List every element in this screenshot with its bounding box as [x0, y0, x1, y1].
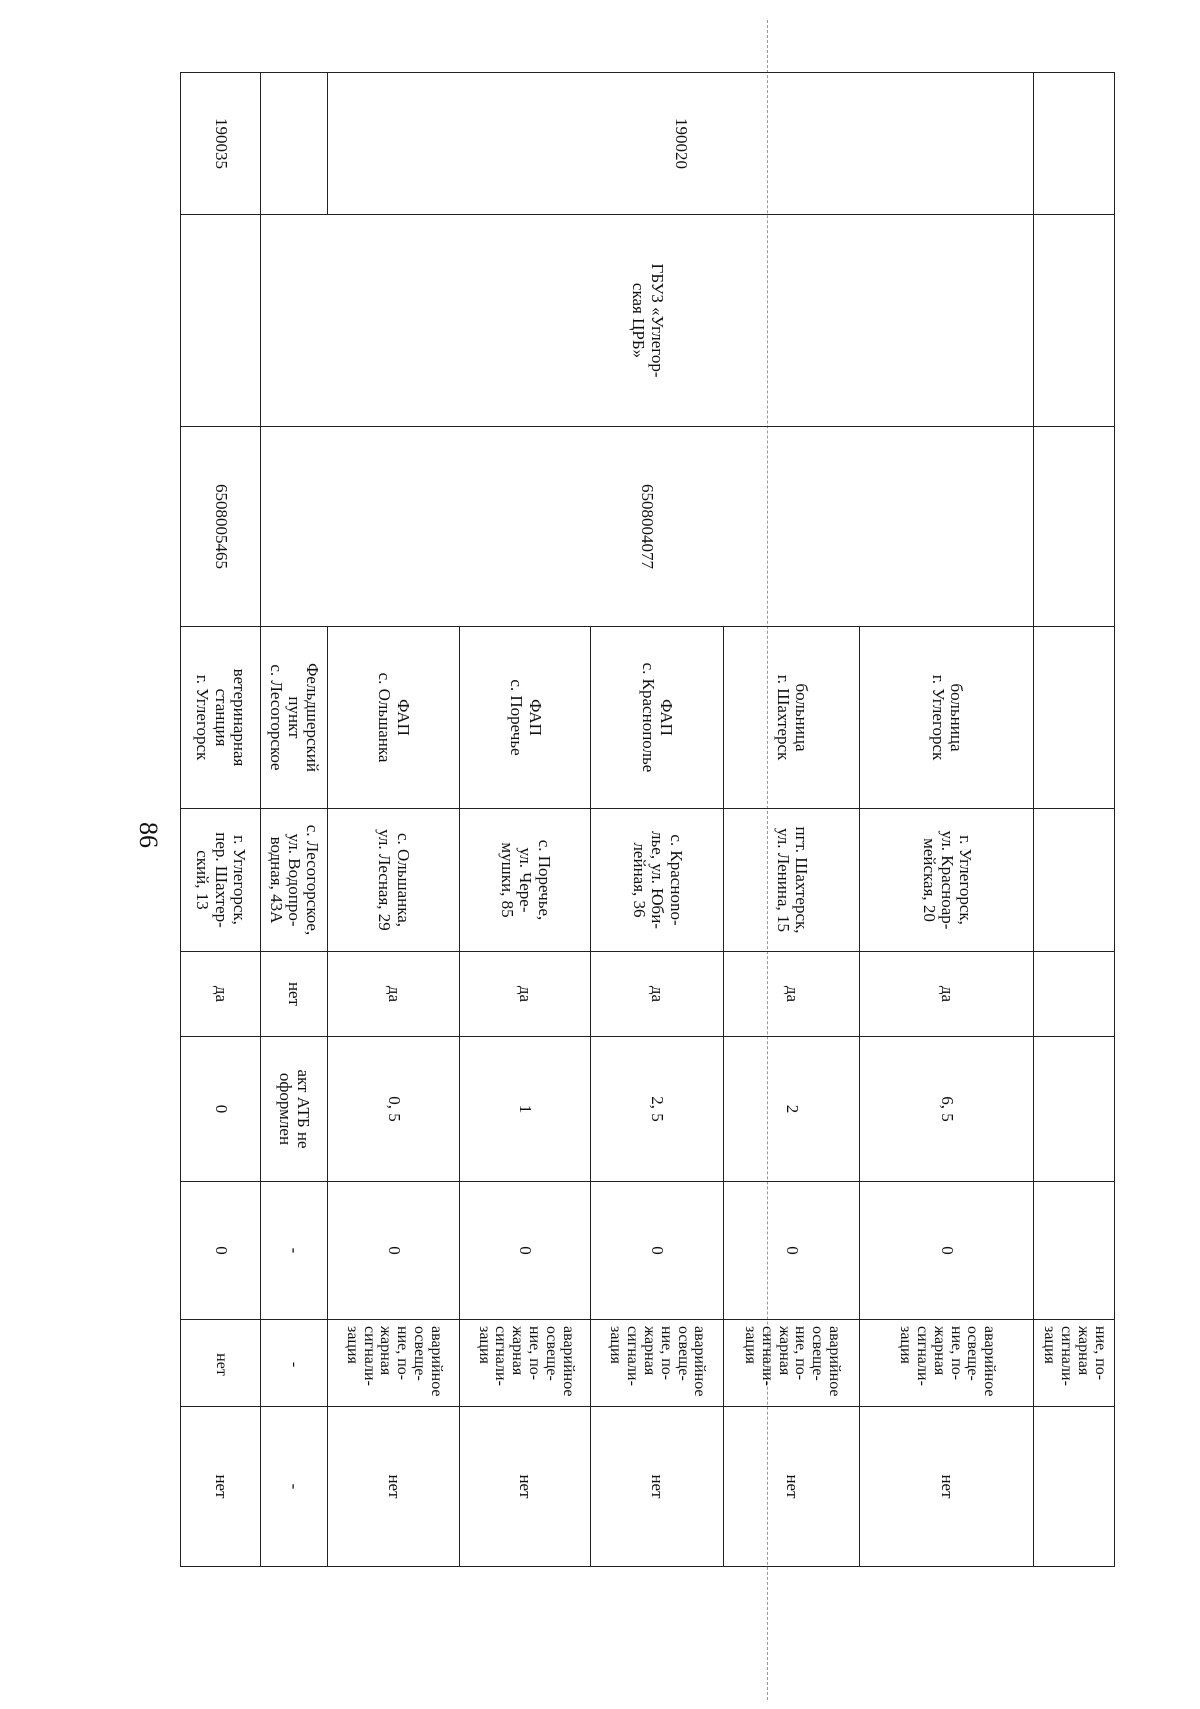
- cell-backup: нет: [860, 1407, 1034, 1567]
- cell-capacity: 2: [723, 1037, 859, 1182]
- cell-capacity: 0: [181, 1037, 261, 1182]
- table-row-continued: [1034, 73, 1115, 1567]
- cell-backup: нет: [723, 1407, 859, 1567]
- cell-capacity: [1034, 1037, 1115, 1182]
- cell-capacity: 6, 5: [860, 1037, 1034, 1182]
- cell-inn: 6508005465: [181, 427, 261, 627]
- cell-object: [1034, 627, 1115, 809]
- cell-count: 0: [591, 1182, 724, 1320]
- cell-count: -: [261, 1182, 327, 1320]
- cell-backup: нет: [460, 1407, 591, 1567]
- cell-object: больница г. Шахтерск: [723, 627, 859, 809]
- cell-reserve: да: [860, 952, 1034, 1037]
- cell-org-name: ГБУЗ «Углегор- ская ЦРБ»: [261, 215, 1034, 427]
- cell-address: с. Поречье, ул. Чере- мушки, 85: [460, 809, 591, 952]
- cell-count: 0: [460, 1182, 591, 1320]
- page-number: 86: [134, 822, 163, 848]
- cell-inn: [1034, 427, 1115, 627]
- cell-org-name: [181, 215, 261, 427]
- cell-object: ФАП с. Поречье: [460, 627, 591, 809]
- cell-protection: -: [261, 1320, 327, 1407]
- cell-org-name: [1034, 215, 1115, 427]
- cell-reserve: да: [327, 952, 460, 1037]
- cell-code: 190020: [327, 73, 1034, 215]
- cell-capacity: 2, 5: [591, 1037, 724, 1182]
- cell-backup: нет: [181, 1407, 261, 1567]
- cell-count: 0: [327, 1182, 460, 1320]
- cell-backup: нет: [327, 1407, 460, 1567]
- cell-count: 0: [181, 1182, 261, 1320]
- cell-protection: аварийное освеще- ние, по- жарная сигнали- зация: [460, 1320, 591, 1407]
- cell-capacity: акт АТБ не оформлен: [261, 1037, 327, 1182]
- cell-reserve: да: [460, 952, 591, 1037]
- cell-address: [1034, 809, 1115, 952]
- cell-protection: аварийное освеще- ние, по- жарная сигнали- зация: [860, 1320, 1034, 1407]
- cell-reserve: да: [181, 952, 261, 1037]
- cell-reserve: [1034, 952, 1115, 1037]
- cell-count: [1034, 1182, 1115, 1320]
- cell-inn: 6508004077: [261, 427, 1034, 627]
- cell-protection: аварийное освеще- ние, по- жарная сигнали- зация: [327, 1320, 460, 1407]
- cell-address: с. Ольшанка, ул. Лесная, 29: [327, 809, 460, 952]
- cell-backup: -: [261, 1407, 327, 1567]
- cell-reserve: да: [591, 952, 724, 1037]
- rotated-table-wrapper: [180, 72, 1115, 1567]
- table-row: [860, 73, 1034, 1567]
- cell-code: [1034, 73, 1115, 215]
- cell-address: с. Лесогорское, ул. Водопро- водная, 43А: [261, 809, 327, 952]
- cell-protection: аварийное освеще- ние, по- жарная сигнали- зация: [591, 1320, 724, 1407]
- cell-protection: аварийное освеще- ние, по- жарная сигнали- зация: [723, 1320, 859, 1407]
- cell-backup: [1034, 1407, 1115, 1567]
- cell-object: ветеринарная станция г. Углегорск: [181, 627, 261, 809]
- table-row: [181, 73, 261, 1567]
- cell-object: Фельдшерский пункт с. Лесогорское: [261, 627, 327, 809]
- cell-address: пгт. Шахтерск, ул. Ленина, 15: [723, 809, 859, 952]
- cell-code: [261, 73, 327, 215]
- cell-protection: нет: [181, 1320, 261, 1407]
- cell-reserve: да: [723, 952, 859, 1037]
- cell-capacity: 0, 5: [327, 1037, 460, 1182]
- cell-reserve: нет: [261, 952, 327, 1037]
- cell-address: г. Углегорск, пер. Шахтер- ский, 13: [181, 809, 261, 952]
- cell-count: 0: [860, 1182, 1034, 1320]
- cell-code: 190035: [181, 73, 261, 215]
- cell-object: больница г. Углегорск: [860, 627, 1034, 809]
- cell-backup: нет: [591, 1407, 724, 1567]
- cell-object: ФАП с. Краснополье: [591, 627, 724, 809]
- cell-count: 0: [723, 1182, 859, 1320]
- cell-address: с. Красноno- лье, ул. Юби- лейная, 36: [591, 809, 724, 952]
- cell-object: ФАП с. Ольшанка: [327, 627, 460, 809]
- cell-protection: ние, по- жарная сигнали- зация: [1034, 1320, 1115, 1407]
- cell-address: г. Углегорск, ул. Красноар- мейская, 20: [860, 809, 1034, 952]
- cell-capacity: 1: [460, 1037, 591, 1182]
- power-supply-table: [180, 72, 1115, 1567]
